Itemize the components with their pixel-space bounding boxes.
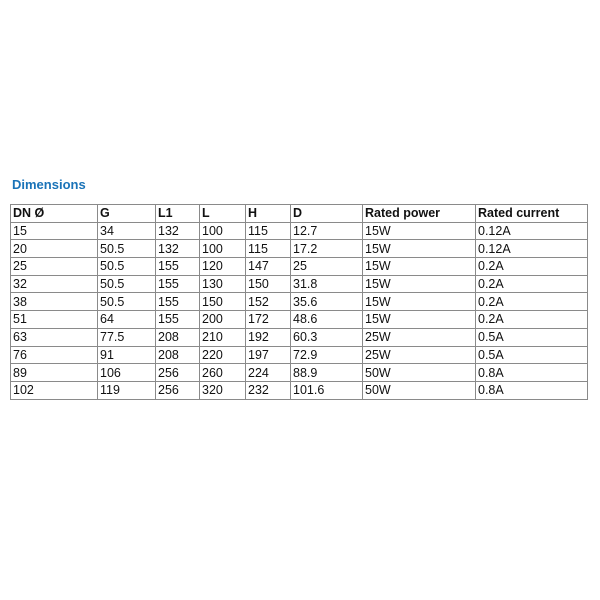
cell-d: 25 — [291, 258, 363, 276]
cell-l1: 132 — [156, 240, 200, 258]
cell-l: 210 — [200, 328, 246, 346]
header-rated-current: Rated current — [476, 205, 588, 223]
cell-l1: 132 — [156, 222, 200, 240]
cell-l1: 155 — [156, 311, 200, 329]
dimensions-table — [10, 204, 588, 400]
cell-d: 72.9 — [291, 346, 363, 364]
cell-g: 64 — [98, 311, 156, 329]
cell-h: 172 — [246, 311, 291, 329]
cell-h: 197 — [246, 346, 291, 364]
cell-rated-current: 0.5A — [476, 346, 588, 364]
cell-g: 50.5 — [98, 275, 156, 293]
cell-h: 115 — [246, 240, 291, 258]
cell-d: 48.6 — [291, 311, 363, 329]
cell-g: 77.5 — [98, 328, 156, 346]
cell-l: 150 — [200, 293, 246, 311]
cell-rated-power: 15W — [363, 222, 476, 240]
section-title: Dimensions — [12, 177, 86, 192]
cell-dn: 38 — [11, 293, 98, 311]
cell-d: 12.7 — [291, 222, 363, 240]
cell-dn: 32 — [11, 275, 98, 293]
cell-dn: 76 — [11, 346, 98, 364]
cell-l1: 208 — [156, 328, 200, 346]
cell-d: 88.9 — [291, 364, 363, 382]
cell-l: 200 — [200, 311, 246, 329]
cell-rated-current: 0.5A — [476, 328, 588, 346]
cell-d: 101.6 — [291, 381, 363, 399]
cell-l1: 155 — [156, 258, 200, 276]
table-row — [11, 240, 588, 258]
cell-d: 60.3 — [291, 328, 363, 346]
header-h: H — [246, 205, 291, 223]
cell-l1: 256 — [156, 364, 200, 382]
cell-l: 260 — [200, 364, 246, 382]
cell-rated-power: 15W — [363, 258, 476, 276]
cell-l1: 208 — [156, 346, 200, 364]
cell-l1: 155 — [156, 275, 200, 293]
table-row — [11, 275, 588, 293]
table-row — [11, 258, 588, 276]
cell-g: 106 — [98, 364, 156, 382]
cell-rated-current: 0.2A — [476, 311, 588, 329]
header-l1: L1 — [156, 205, 200, 223]
table-row — [11, 222, 588, 240]
cell-rated-power: 50W — [363, 364, 476, 382]
cell-dn: 102 — [11, 381, 98, 399]
cell-rated-current: 0.2A — [476, 275, 588, 293]
table-row — [11, 293, 588, 311]
cell-d: 17.2 — [291, 240, 363, 258]
cell-g: 50.5 — [98, 293, 156, 311]
table-row — [11, 381, 588, 399]
cell-l: 100 — [200, 222, 246, 240]
cell-rated-current: 0.2A — [476, 293, 588, 311]
cell-dn: 25 — [11, 258, 98, 276]
cell-l: 100 — [200, 240, 246, 258]
header-row — [11, 205, 588, 223]
header-g: G — [98, 205, 156, 223]
header-d: D — [291, 205, 363, 223]
cell-l: 130 — [200, 275, 246, 293]
cell-rated-power: 15W — [363, 311, 476, 329]
table-row — [11, 328, 588, 346]
cell-rated-current: 0.8A — [476, 364, 588, 382]
cell-rated-power: 15W — [363, 275, 476, 293]
cell-rated-current: 0.8A — [476, 381, 588, 399]
table-body — [11, 222, 588, 399]
cell-rated-current: 0.12A — [476, 240, 588, 258]
cell-dn: 89 — [11, 364, 98, 382]
cell-rated-power: 25W — [363, 346, 476, 364]
cell-dn: 20 — [11, 240, 98, 258]
cell-g: 119 — [98, 381, 156, 399]
cell-rated-current: 0.2A — [476, 258, 588, 276]
cell-rated-power: 25W — [363, 328, 476, 346]
cell-rated-power: 15W — [363, 240, 476, 258]
cell-rated-current: 0.12A — [476, 222, 588, 240]
table-header — [11, 205, 588, 223]
cell-h: 232 — [246, 381, 291, 399]
cell-l1: 155 — [156, 293, 200, 311]
cell-d: 35.6 — [291, 293, 363, 311]
cell-h: 224 — [246, 364, 291, 382]
header-dn: DN Ø — [11, 205, 98, 223]
cell-h: 192 — [246, 328, 291, 346]
table-row — [11, 364, 588, 382]
cell-rated-power: 50W — [363, 381, 476, 399]
table-row — [11, 311, 588, 329]
cell-dn: 51 — [11, 311, 98, 329]
header-l: L — [200, 205, 246, 223]
cell-g: 50.5 — [98, 240, 156, 258]
cell-l: 120 — [200, 258, 246, 276]
cell-d: 31.8 — [291, 275, 363, 293]
header-rated-power: Rated power — [363, 205, 476, 223]
cell-g: 91 — [98, 346, 156, 364]
cell-h: 150 — [246, 275, 291, 293]
cell-l: 320 — [200, 381, 246, 399]
cell-h: 147 — [246, 258, 291, 276]
cell-g: 50.5 — [98, 258, 156, 276]
cell-l1: 256 — [156, 381, 200, 399]
table-row — [11, 346, 588, 364]
cell-h: 115 — [246, 222, 291, 240]
cell-h: 152 — [246, 293, 291, 311]
cell-rated-power: 15W — [363, 293, 476, 311]
cell-l: 220 — [200, 346, 246, 364]
cell-dn: 63 — [11, 328, 98, 346]
cell-g: 34 — [98, 222, 156, 240]
cell-dn: 15 — [11, 222, 98, 240]
